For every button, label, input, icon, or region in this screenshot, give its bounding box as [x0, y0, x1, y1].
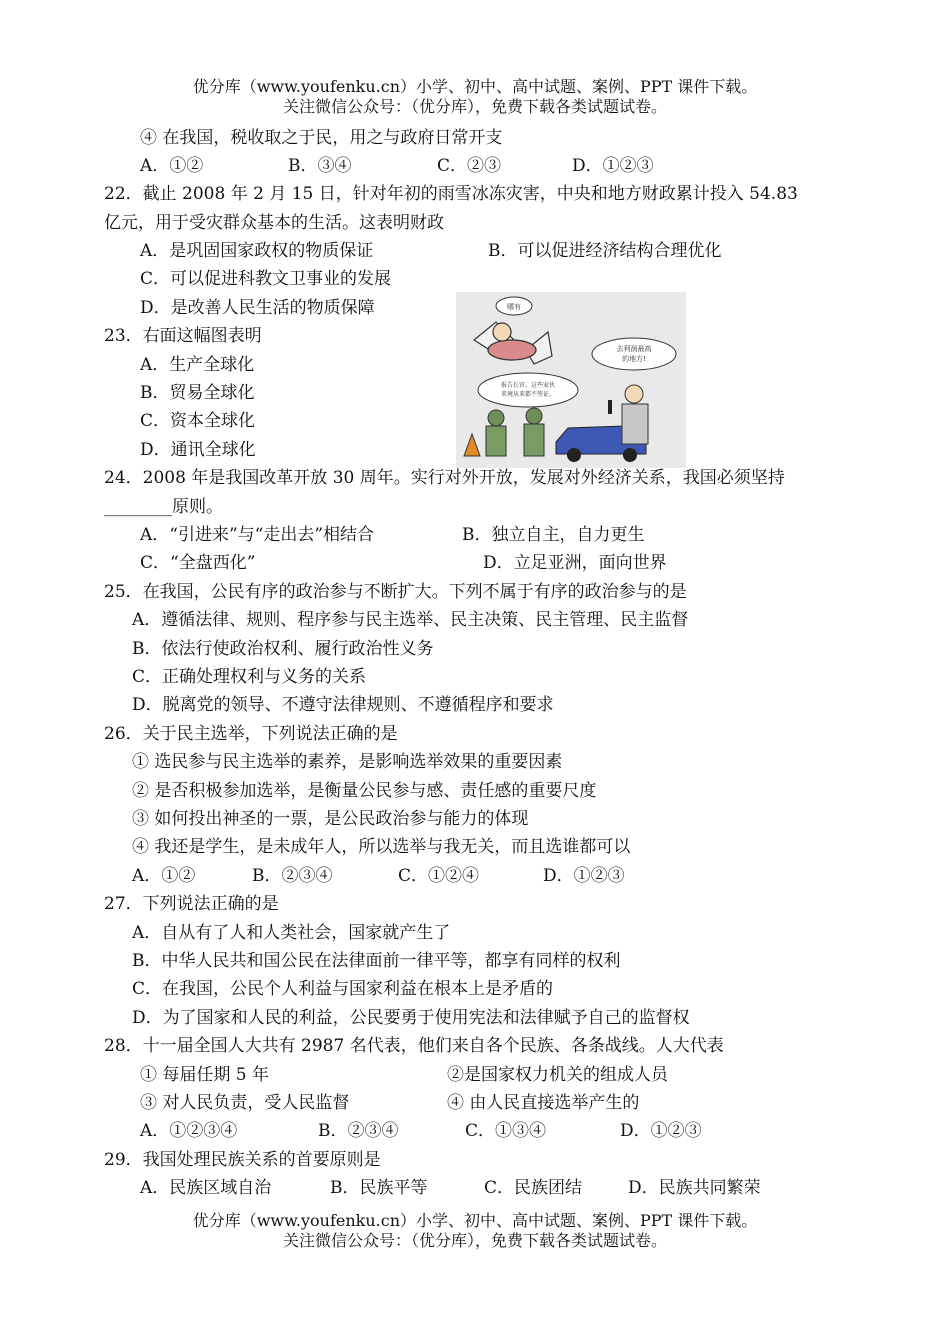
q28-option-b: B．②③④	[318, 1121, 399, 1141]
q24-stem-line-1: 24．2008 年是我国改革开放 30 周年。实行对外开放，发展对外经济关系，我国必须坚持	[104, 468, 785, 488]
q23-option-d: D．通讯全球化	[140, 440, 256, 460]
q27-option-d: D．为了国家和人民的利益，公民要勇于使用宪法和法律赋予自己的监督权	[132, 1008, 690, 1028]
q28-item-3: ③ 对人民负责，受人民监督	[140, 1093, 350, 1113]
q27-option-c: C．在我国，公民个人利益与国家利益在根本上是矛盾的	[132, 979, 554, 999]
q27-option-b: B．中华人民共和国公民在法律面前一律平等，都享有同样的权利	[132, 951, 621, 971]
q25-option-d: D．脱离党的领导、不遵守法律规则、不遵循程序和要求	[132, 695, 554, 715]
q26-option-b: B．②③④	[252, 866, 333, 886]
q26-item-2: ② 是否积极参加选举，是衡量公民参与感、责任感的重要尺度	[132, 781, 597, 801]
q26-item-1: ① 选民参与民主选举的素养，是影响选举效果的重要因素	[132, 752, 563, 772]
q24-stem-line-2: ________原则。	[104, 497, 223, 517]
q26-stem: 26．关于民主选举，下列说法正确的是	[104, 724, 398, 744]
q28-option-a: A．①②③④	[140, 1121, 238, 1141]
speech-bubble-right	[592, 338, 676, 370]
q22-stem-line-1: 22．截止 2008 年 2 月 15 日，针对年初的雨雪冰冻灾害，中央和地方财政累计投入 54.83	[104, 184, 798, 204]
svg-text:去利润最高: 去利润最高	[616, 345, 652, 353]
globalization-cartoon	[456, 292, 686, 468]
q22-stem-line-2: 亿元，用于受灾群众基本的生活。这表明财政	[104, 213, 444, 233]
q27-option-a: A．自从有了人和人类社会，国家就产生了	[132, 923, 451, 943]
svg-text:来境从来都不签证。: 来境从来都不签证。	[500, 391, 556, 398]
q25-option-b: B．依法行使政治权利、履行政治性义务	[132, 639, 434, 659]
q21-option-c: C．②③	[437, 156, 502, 176]
svg-text:报告长官，这些家伙: 报告长官，这些家伙	[500, 382, 556, 389]
q22-option-a: A．是巩固国家政权的物质保证	[140, 241, 374, 261]
q29-option-a: A．民族区域自治	[140, 1178, 272, 1198]
q21-option-d: D．①②③	[572, 156, 654, 176]
q27-stem: 27．下列说法正确的是	[104, 894, 279, 914]
speech-bubble-top	[496, 297, 532, 315]
speech-bubble-left	[478, 373, 578, 407]
svg-text:的地方!: 的地方!	[622, 355, 646, 363]
q23-option-c: C．资本全球化	[140, 411, 256, 431]
q29-stem: 29．我国处理民族关系的首要原则是	[104, 1150, 381, 1170]
q25-stem: 25．在我国，公民有序的政治参与不断扩大。下列不属于有序的政治参与的是	[104, 582, 687, 602]
q26-item-3: ③ 如何投出神圣的一票，是公民政治参与能力的体现	[132, 809, 529, 829]
q24-option-d: D．立足亚洲，面向世界	[483, 553, 667, 573]
q25-option-a: A．遵循法律、规则、程序参与民主选举、民主决策、民主管理、民主监督	[132, 610, 689, 630]
q28-option-c: C．①③④	[465, 1121, 547, 1141]
q29-option-b: B．民族平等	[330, 1178, 428, 1198]
q21-item-4: ④ 在我国，税收取之于民，用之与政府日常开支	[140, 128, 503, 148]
q24-option-c: C．“全盘西化”	[140, 553, 256, 573]
q21-option-a: A．①②	[140, 156, 204, 176]
q21-option-b: B．③④	[288, 156, 352, 176]
q28-item-2: ②是国家权力机关的组成人员	[447, 1065, 668, 1085]
q22-option-c: C．可以促进科教文卫事业的发展	[140, 269, 392, 289]
q28-item-1: ① 每届任期 5 年	[140, 1065, 270, 1085]
q26-option-a: A．①②	[132, 866, 196, 886]
q29-option-d: D．民族共同繁荣	[628, 1178, 761, 1198]
q24-option-a: A．“引进来”与“走出去”相结合	[140, 525, 375, 545]
q22-option-b: B．可以促进经济结构合理优化	[488, 241, 722, 261]
q26-option-c: C．①②④	[398, 866, 480, 886]
q23-stem: 23．右面这幅图表明	[104, 326, 262, 346]
q23-option-a: A．生产全球化	[140, 355, 255, 375]
q29-option-c: C．民族团结	[484, 1178, 583, 1198]
header-line-2: 关注微信公众号：（优分库），免费下载各类试题试卷。	[282, 97, 667, 116]
header-line-1: 优分库（www.youfenku.cn）小学、初中、高中试题、案例、PPT 课件下载。	[192, 77, 758, 96]
q26-option-d: D．①②③	[543, 866, 625, 886]
q28-stem: 28．十一届全国人大共有 2987 名代表，他们来自各个民族、各条战线。人大代表	[104, 1036, 724, 1056]
q24-option-b: B．独立自主，自力更生	[462, 525, 645, 545]
footer-line-1: 优分库（www.youfenku.cn）小学、初中、高中试题、案例、PPT 课件下载。	[192, 1211, 758, 1230]
q28-option-d: D．①②③	[620, 1121, 702, 1141]
q22-option-d: D．是改善人民生活的物质保障	[140, 298, 375, 318]
svg-text:哪有: 哪有	[507, 303, 521, 311]
footer-line-2: 关注微信公众号：（优分库），免费下载各类试题试卷。	[282, 1231, 667, 1250]
q26-item-4: ④ 我还是学生，是未成年人，所以选举与我无关，而且选谁都可以	[132, 837, 631, 857]
q28-item-4: ④ 由人民直接选举产生的	[447, 1093, 640, 1113]
q23-option-b: B．贸易全球化	[140, 383, 255, 403]
q25-option-c: C．正确处理权利与义务的关系	[132, 667, 367, 687]
